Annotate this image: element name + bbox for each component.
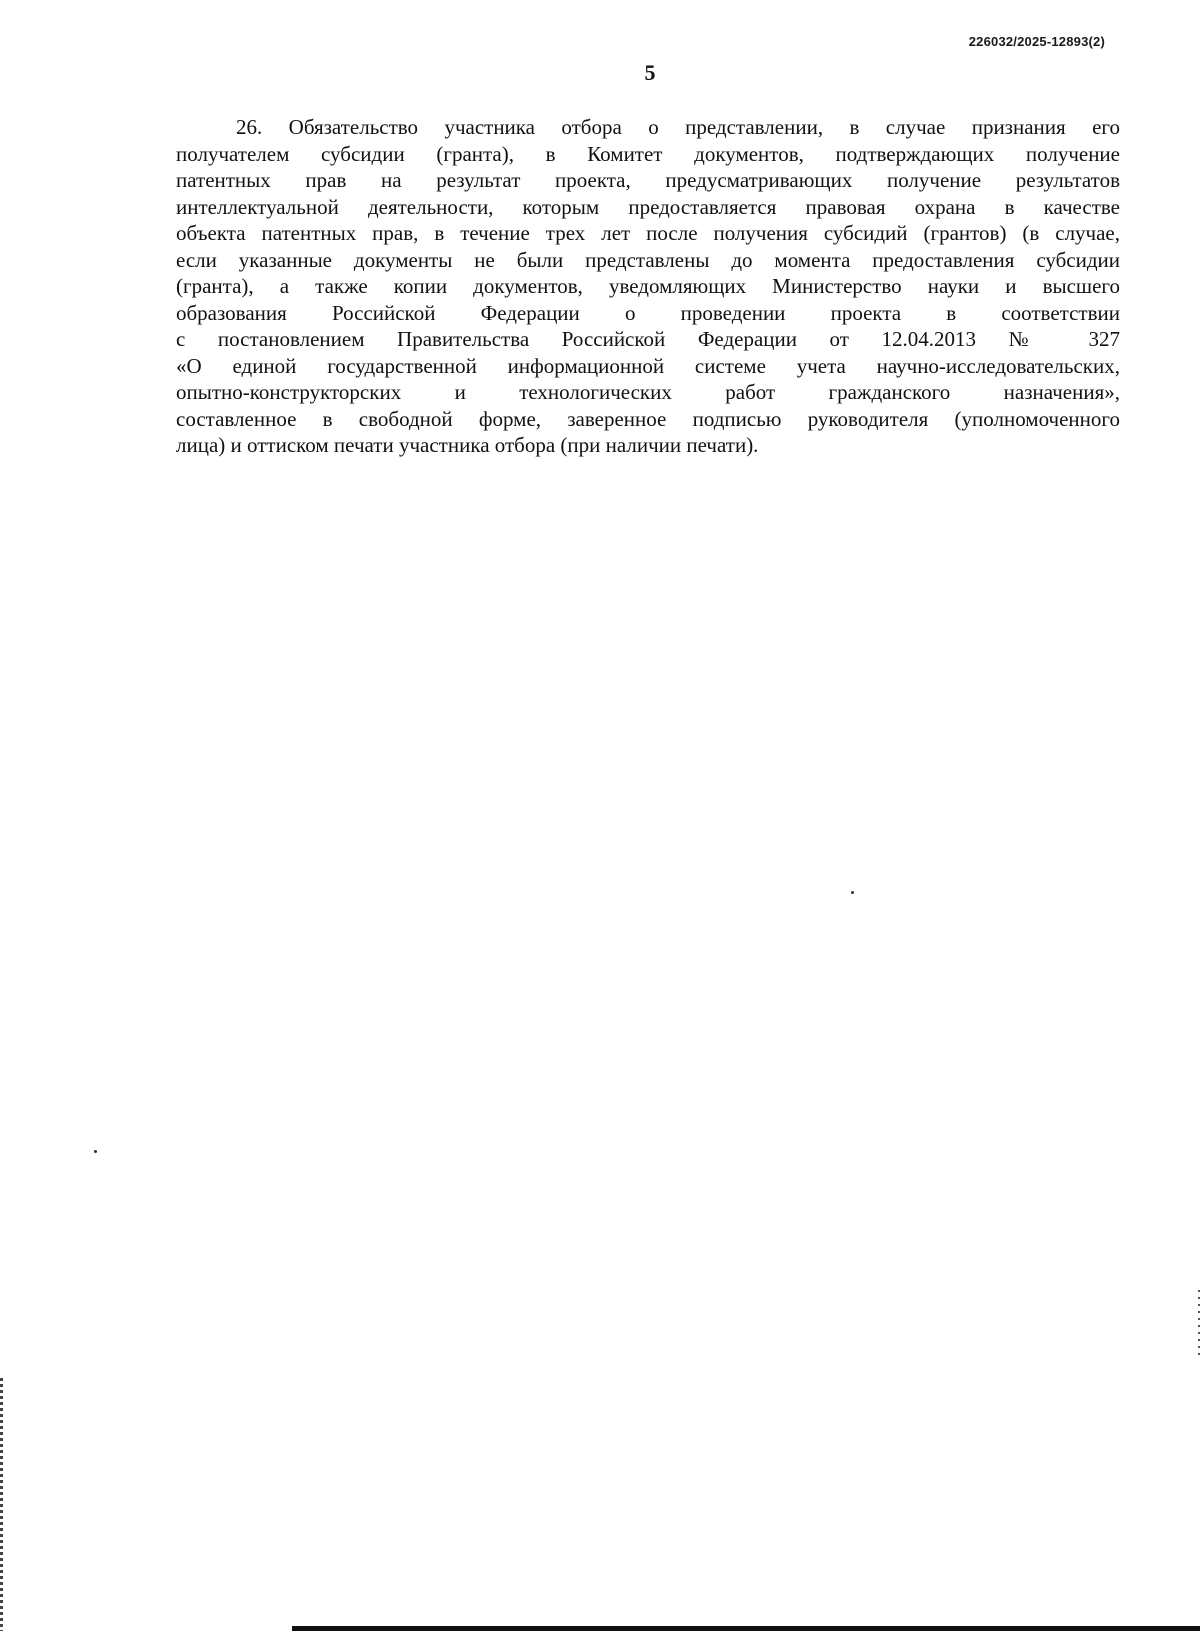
scan-speck [94, 1150, 97, 1153]
paragraph-line: получателем субсидии (гранта), в Комитет документов, подтверждающих получение [176, 141, 1120, 166]
paragraph-line: 26. Обязательство участника отбора о представлении, в случае признания его [236, 115, 1120, 139]
paragraph-line: с постановлением Правительства Российской Федерации от 12.04.2013 № 327 [176, 327, 1120, 351]
paragraph-line: (гранта), а также копии документов, уведомляющих Министерство науки и высшего [176, 274, 1120, 298]
paragraph-line: «О единой государственной информационной системе учета научно-исследовательских, [176, 353, 1120, 378]
paragraph-line: опытно-конструкторских и технологических работ гражданского назначения», [176, 380, 1120, 404]
paragraph-line: составленное в свободной форме, заверенное подписью руководителя (уполномоченного [176, 406, 1120, 431]
paragraph-line: образования Российской Федерации о проведении проекта в соответствии [176, 300, 1120, 325]
paragraph-line: объекта патентных прав, в течение трех лет после получения субсидий (грантов) (в случае, [176, 221, 1120, 245]
paragraph-line: если указанные документы не были представлены до момента предоставления субсидии [176, 247, 1120, 272]
scan-edge-artifact [0, 1378, 3, 1631]
paragraph-26 [176, 114, 1120, 459]
document-registration-number: 226032/2025-12893(2) [968, 34, 1105, 49]
page-number: 5 [644, 60, 656, 85]
paragraph-line: интеллектуальной деятельности, которым предоставляется правовая охрана в качестве [176, 194, 1120, 219]
paragraph-line: патентных прав на результат проекта, предусматривающих получение результатов [176, 168, 1120, 192]
paragraph-line: лица) и оттиском печати участника отбора (при наличии печати). [176, 433, 759, 457]
scan-bottom-edge [292, 1626, 1200, 1631]
scan-speck [851, 891, 854, 894]
